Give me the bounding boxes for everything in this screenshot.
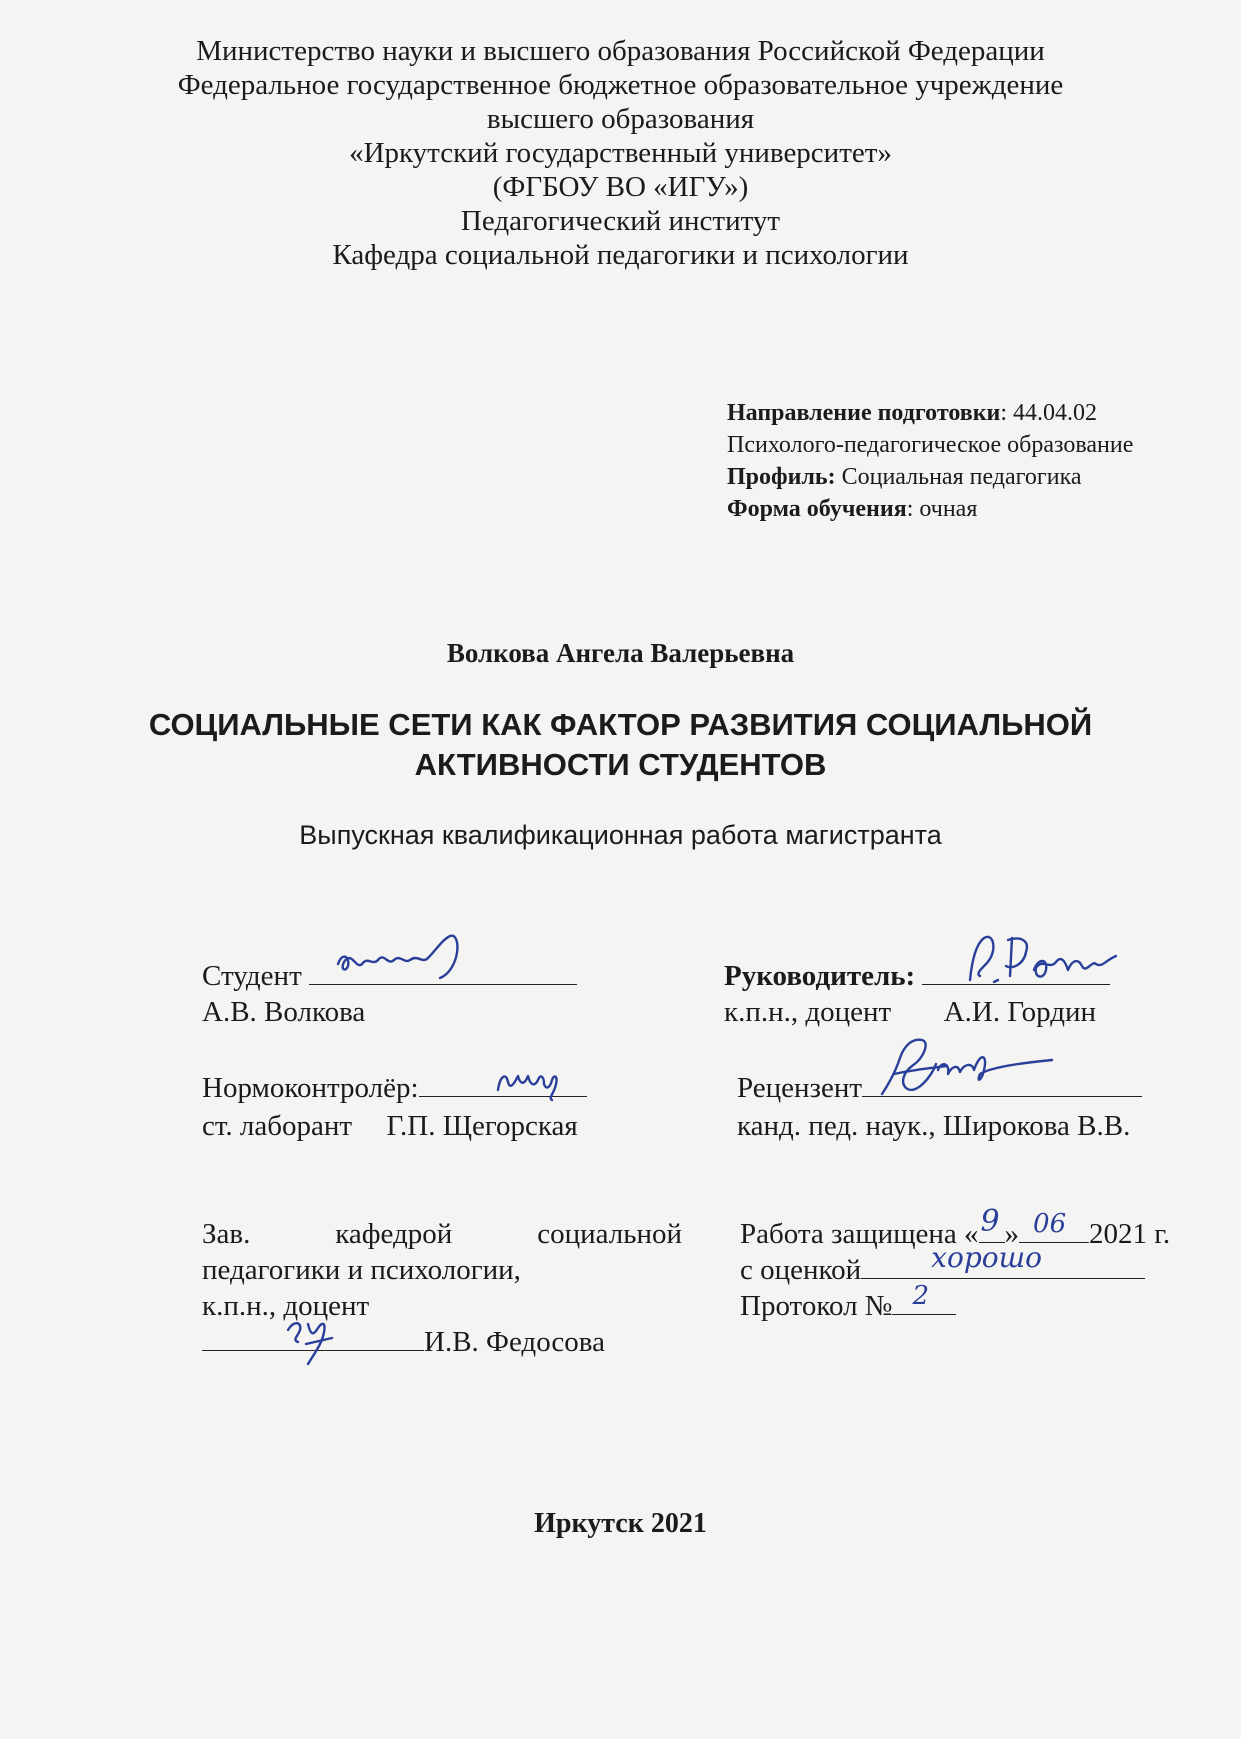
header-line-ministry: Министерство науки и высшего образования Российской Федерации (196, 35, 1045, 67)
supervisor-label: Руководитель: (724, 960, 916, 992)
student-label: Студент (202, 960, 302, 992)
head-signature-icon (278, 1302, 348, 1372)
normcontrol-signature-icon (490, 1054, 600, 1104)
supervisor-name: А.И. Гордин (943, 996, 1096, 1028)
head-name: И.В. Федосова (424, 1326, 605, 1358)
form-label: Форма обучения (727, 496, 907, 522)
program-info (727, 397, 1207, 525)
reviewer-label: Рецензент (737, 1072, 863, 1104)
header-line-abbrev: (ФГБОУ ВО «ИГУ») (492, 171, 749, 203)
direction-name: Психолого-педагогическое образование (727, 432, 1134, 458)
reviewer-detail: канд. пед. наук., Широкова В.В. (737, 1110, 1131, 1142)
profile-line (727, 461, 1207, 493)
direction-line (727, 397, 1207, 429)
head-line-2: педагогики и психологии, (202, 1254, 521, 1286)
header-line-university: «Иркутский государственный университет» (349, 137, 892, 169)
direction-value: : 44.04.02 (1000, 400, 1098, 426)
grade-field (861, 1241, 1145, 1279)
profile-value: Социальная педагогика (835, 464, 1082, 490)
supervisor-signature-icon (950, 930, 1140, 996)
thesis-title (0, 705, 1241, 785)
defended-prefix: Работа защищена « (740, 1218, 979, 1250)
city-year: Иркутск 2021 (534, 1508, 707, 1539)
head-signature-line (202, 1324, 605, 1360)
thesis-title-line-2: АКТИВНОСТИ СТУДЕНТОВ (414, 747, 827, 782)
author-name: Волкова Ангела Валерьевна (446, 638, 795, 668)
header-line-level: высшего образования (486, 103, 755, 135)
header-line-department: Кафедра социальной педагогики и психологии (332, 239, 909, 271)
normcontrol-name: Г.П. Щегорская (386, 1110, 578, 1142)
reviewer-signature-icon (872, 1030, 1072, 1110)
supervisor-position: к.п.н., доцент (724, 996, 892, 1028)
header-line-institution: Федеральное государственное бюджетное образовательное учреждение (177, 69, 1064, 101)
grade-value: хорошо (931, 1241, 1042, 1274)
form-value: : очная (906, 496, 978, 522)
defended-mid: » (1004, 1218, 1020, 1250)
student-signature-icon (332, 930, 482, 990)
protocol-field (892, 1281, 956, 1315)
protocol-line (740, 1281, 956, 1324)
defended-day: 9 (980, 1204, 1000, 1239)
grade-line (740, 1241, 1145, 1288)
grade-label: с оценкой (740, 1254, 862, 1286)
normcontrol-label: Нормоконтролёр: (202, 1072, 419, 1104)
protocol-value: 2 (912, 1281, 930, 1311)
normcontrol-details (202, 1108, 578, 1144)
supervisor-details (724, 994, 1096, 1030)
work-type: Выпускная квалификационная работа магистранта (299, 820, 942, 850)
normcontrol-position: ст. лаборант (202, 1110, 353, 1142)
thesis-title-line-1: СОЦИАЛЬНЫЕ СЕТИ КАК ФАКТОР РАЗВИТИЯ СОЦИАЛЬНОЙ (148, 707, 1093, 742)
header-line-institute: Педагогический институт (460, 205, 781, 237)
protocol-label: Протокол № (740, 1290, 893, 1322)
direction-label: Направление подготовки (727, 400, 1001, 426)
student-name: А.В. Волкова (202, 996, 366, 1028)
profile-label: Профиль: (727, 464, 836, 490)
defended-month: 06 (1033, 1209, 1067, 1239)
head-line-1: Зав. кафедрой социальной (202, 1218, 682, 1250)
form-line (727, 493, 1207, 525)
head-line-3: к.п.н., доцент (202, 1290, 370, 1322)
defended-year: 2021 г. (1089, 1218, 1171, 1250)
